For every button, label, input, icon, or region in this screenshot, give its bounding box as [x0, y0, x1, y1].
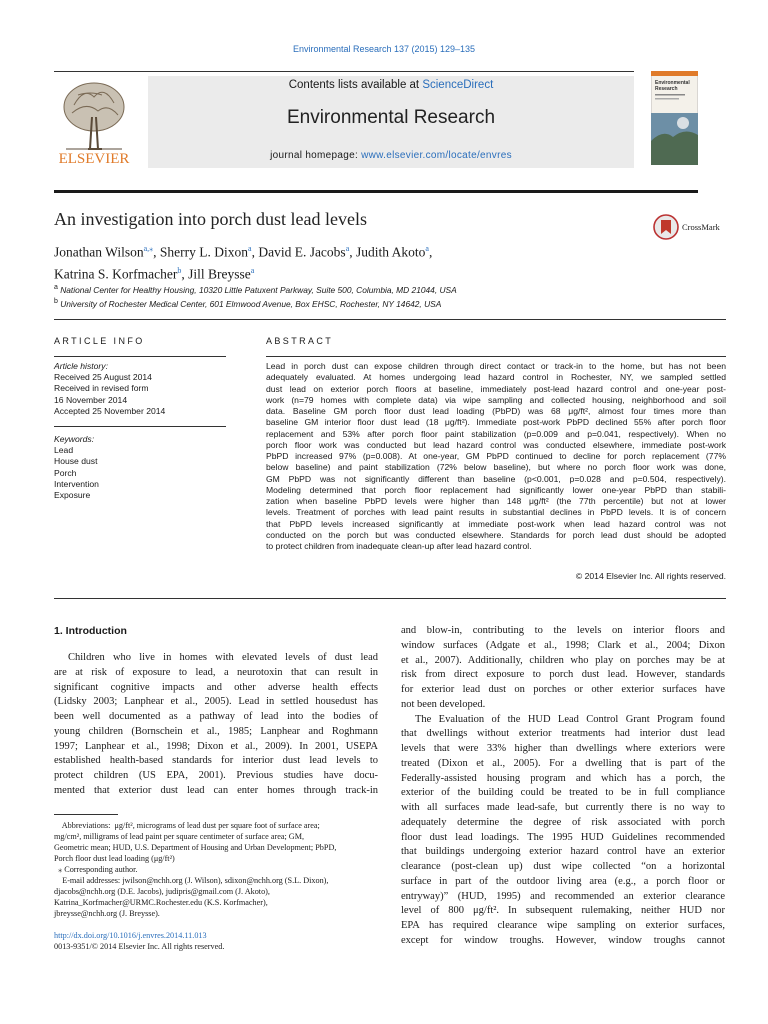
body-text-line: significant cognitive impacts and other adverse health effects	[54, 681, 378, 693]
abstract-line: replacement and 53% after porch floor paint stabilization (p=0.009 and p=0.041, respectively). When no	[266, 428, 726, 439]
abstract-line: work (n=79 homes with complete data) via wipe sampling and collected housing, neighborhood and soil	[266, 394, 726, 405]
body-text-line: for exterior lead dust on porches or other exterior surfaces have	[401, 684, 725, 695]
abstract-copyright: © 2014 Elsevier Inc. All rights reserved.	[575, 571, 726, 581]
footnote-line: Abbreviations: μg/ft², micrograms of lead dust per square foot of surface area;	[54, 821, 320, 830]
body-text-line: clearance (post-clean up) dust wipe collected “on a horizontal	[401, 861, 725, 872]
history-item: 16 November 2014	[54, 394, 128, 405]
homepage-link[interactable]: www.elsevier.com/locate/envres	[361, 150, 512, 161]
body-column-left	[54, 651, 378, 799]
history-item: Received 25 August 2014	[54, 372, 152, 383]
affiliation-b: $^b$ University of Rochester Medical Center, 601 Elmwood Avenue, Box EHSC, Rochester, NY 14642, USA	[54, 297, 442, 309]
body-text-line: and blow-in, contributing to the levels on interior floors and	[401, 625, 725, 636]
abstract-body	[266, 361, 726, 552]
footnote-rule	[54, 814, 118, 815]
journal-homepage: journal homepage: www.elsevier.com/locate/envres	[270, 150, 512, 161]
abstract-line: Modeling determined that porch floor replacement had significantly lower one-year PbPD than stabili-	[266, 484, 726, 495]
author-name: Judith Akoto	[356, 244, 426, 260]
body-text-line: established health-based standards for interior dust lead levels to	[54, 755, 378, 767]
footnote-line: jbreysse@nchh.org (J. Breysse).	[54, 909, 160, 918]
body-text-line: surface in part of the outdoor living area (e.g., a porch floor or	[401, 875, 725, 887]
body-text-line: mented that exterior dust lead can enter homes through track-in	[54, 784, 378, 796]
affiliation-a: $^a$ National Center for Healthy Housing, 10320 Little Patuxent Parkway, Suite 500, Columbia, MD 21044, USA	[54, 284, 457, 295]
abstract-line: porch floor work was conducted but lead hazard control was conducted elsewhere, immediate post-work	[266, 439, 726, 450]
keyword: Lead	[54, 445, 74, 456]
author-affiliation-mark[interactable]: b	[177, 265, 182, 275]
body-text-line: The Evaluation of the HUD Lead Control Grant Program found	[415, 713, 725, 725]
body-text-line: floor dust lead loadings. The 1995 HUD Guidelines recommended	[401, 831, 725, 843]
journal-reference[interactable]: Environmental Research 137 (2015) 129–135	[292, 44, 476, 54]
journal-title: Environmental Research	[286, 107, 496, 128]
footnote-line: mg/cm², milligrams of lead paint per square centimeter of surface area; GM,	[54, 832, 305, 841]
body-text-line: not been developed.	[401, 698, 486, 710]
issn-line: 0013-9351/© 2014 Elsevier Inc. All rights reserved.	[54, 942, 225, 951]
keywords-rule	[54, 426, 226, 427]
cover-title-2: Research	[655, 86, 678, 92]
header-rule	[54, 190, 698, 193]
history-item: Accepted 25 November 2014	[54, 405, 166, 416]
footnote-line: Porch floor dust lead loading (μg/ft²)	[54, 854, 175, 863]
body-text-line: window surfaces (Adgate et al., 1998; Clark et al., 2004; Dixon	[401, 639, 725, 651]
body-text-line: are at risk of exposure to lead, a neurotoxin that can result in	[54, 666, 378, 678]
keyword: Intervention	[54, 478, 99, 489]
abstract-line: GM PbPD was not significantly different than baseline (p<0.001, p=0.028 and p=0.504, respectively).	[266, 473, 726, 484]
body-text-line: that buildings undergoing exterior hazard control have an exterior	[401, 846, 725, 858]
sciencedirect-link[interactable]: ScienceDirect	[422, 79, 494, 91]
body-text-line: treated (Dixon et al., 2005). For a dwelling that is part of the	[401, 757, 725, 769]
body-text-line: protect children (US EPA, 2001). Previous studies have docu-	[54, 770, 378, 781]
body-text-line: exterior of the building could be treated to be in full compliance	[401, 787, 725, 799]
body-text-line: Children who live in homes with elevated levels of dust lead	[68, 652, 378, 663]
abstract-bottom-rule	[54, 598, 726, 599]
doi-link[interactable]: http://dx.doi.org/10.1016/j.envres.2014.11.013	[54, 931, 207, 940]
footnote-line: Katrina_Korfmacher@URMC.Rochester.edu (K.S. Korfmacher),	[54, 898, 268, 907]
article-info-rule	[54, 356, 226, 357]
body-text-line: adequately determine the degree of risk associated with porch	[401, 816, 725, 828]
article-history	[54, 361, 234, 417]
body-text-line: 1997; Lanphear et al., 1998; Dixon et al., 2009). In 2001, USEPA	[54, 740, 378, 752]
author-affiliation-mark[interactable]: a	[250, 265, 255, 275]
crossmark-badge[interactable]	[653, 212, 733, 242]
author-name: Jonathan Wilson	[54, 244, 144, 260]
footnotes	[54, 820, 384, 919]
history-label: Article history:	[54, 361, 108, 371]
abstract-line: zation when baseline PbPD levels were higher than 148 μg/ft² (the 77th percentile) but not at lower	[266, 496, 726, 506]
contents-line: Contents lists available at ScienceDirect	[288, 79, 494, 91]
history-item: Received in revised form	[54, 383, 149, 394]
body-text-line: that dwellings without exterior treatments had interior dust lead	[401, 728, 725, 740]
body-column-right	[401, 624, 725, 949]
abstract-line: PbPD increased 97% (p=0.008). At one-year, GM PbPD continued to decline for porch replacement (77%	[266, 451, 726, 461]
body-text-line: young children (Bornschein et al., 1985; Lanphear and Roghmann	[54, 725, 378, 737]
abstract-line: that PbPD levels increased significantly at immediate post-work when lead hazard control was not	[266, 518, 726, 529]
abstract-line: below baseline) and paint stabilization (72% below baseline), but where no porch floor work was done,	[266, 462, 726, 473]
keywords	[54, 434, 234, 501]
abstract-heading: ABSTRACT	[266, 336, 334, 346]
title-rule	[54, 319, 726, 320]
body-text-line: (Lidsky 2003; Lanphear et al., 2005). Lead in settled housedust has	[54, 696, 378, 708]
keyword: Porch	[54, 467, 77, 478]
abstract-line: data. Baseline GM porch floor dust lead loading (PbPD) was 68 μg/ft², almost four times more than	[266, 406, 726, 416]
top-rule	[54, 71, 634, 72]
footnote-line: djacobs@nchh.org (D.E. Jacobs), judipris@gmail.com (J. Akoto),	[54, 887, 270, 896]
body-text-line: with all surfaces made lead-safe, but currently there is no way to	[401, 802, 725, 813]
abstract-line: baseline GM interior floor dust lead (18 μg/ft²). Immediate post-work PbPD declined 55% after porch floor	[266, 417, 726, 428]
cover-title-1: Environmental	[655, 80, 690, 86]
author-name: David E. Jacobs	[258, 244, 346, 260]
article-info-heading: ARTICLE INFO	[54, 336, 145, 346]
keyword: Exposure	[54, 490, 91, 501]
keyword: House dust	[54, 456, 98, 467]
abstract-rule	[266, 356, 726, 357]
body-text-line: EPA has required clearance wipe sampling on exterior surfaces,	[401, 920, 725, 931]
author-name: Katrina S. Korfmacher	[54, 266, 178, 281]
abstract-line: adequately evaluated. At homes undergoing lead hazard control in Rochester, NY, we sampled settled	[266, 372, 726, 383]
author-list: Jonathan Wilson$^{a,⁎}$, Sherry L. Dixon$^a$, David E. Jacobs$^a$, Judith Akoto$^a$, Katrina S. Korfmacher$^b$, Jill Breysse$^a$	[54, 244, 433, 281]
author-affiliation-mark[interactable]: a	[248, 244, 252, 253]
abstract-line: dust lead on exterior porch floors at baseline, immediately post-lead hazard control and one-year post-	[266, 383, 726, 394]
footnote-line: E-mail addresses: jwilson@nchh.org (J. Wilson), sdixon@nchh.org (S.L. Dixon),	[54, 876, 329, 885]
footnote-line: Geometric mean; HUD, U.S. Department of Housing and Urban Development; PbPD,	[54, 843, 337, 852]
body-text-line: except for window troughs. However, window troughs cannot	[401, 934, 725, 946]
footnote-line: ⁎ Corresponding author.	[54, 865, 138, 874]
body-text-line: et al., 2007). Additionally, children who play on porches may be at	[401, 654, 725, 666]
body-text-line: been well documented as a pathway of lead into the bodies of	[54, 711, 378, 722]
body-text-line: levels that were 33% higher than dwellings where exteriors were	[401, 743, 725, 754]
abstract-line: Lead in porch dust can expose children through direct contact or track-in to the home, but has not been	[266, 361, 726, 371]
abstract-line: to protect children from inadequate clean-up after lead hazard control.	[266, 541, 532, 551]
body-text-line: Federally-assisted housing program and which has a porch, the	[401, 772, 725, 784]
keywords-label: Keywords:	[54, 434, 95, 444]
article-title: An investigation into porch dust lead levels	[54, 209, 367, 229]
crossmark-label: CrossMark	[682, 222, 720, 232]
abstract-line: conducted on the porch but was conducted elsewhere. Standards for porch lead dust should be adopted	[266, 529, 726, 540]
abstract-line: levels. Treatment of porches with lead paint results in substantial declines in PbPD levels. It is of concern	[266, 507, 726, 518]
author-name: Sherry L. Dixon	[159, 244, 249, 260]
elsevier-logo	[54, 77, 134, 169]
body-text-line: entryway)” (HUD, 1995) and recommended an exterior clearance	[401, 890, 725, 902]
body-text-line: risk from direct exposure to porch dust lead. However, standards	[401, 669, 725, 681]
author-affiliation-mark[interactable]: a	[345, 244, 350, 253]
affiliations	[54, 282, 654, 310]
doi-block	[54, 930, 384, 952]
journal-cover-thumbnail[interactable]	[651, 71, 698, 165]
author-affiliation-mark[interactable]: a	[425, 244, 429, 253]
section-heading-introduction: 1. Introduction	[54, 625, 127, 637]
elsevier-wordmark: ELSEVIER	[58, 151, 130, 167]
body-text-line: level of 800 μg/ft². In subsequent rulemaking, neither HUD nor	[401, 905, 725, 917]
author-name: Jill Breysse	[188, 266, 251, 281]
author-affiliation-mark[interactable]: a,⁎	[143, 244, 154, 253]
